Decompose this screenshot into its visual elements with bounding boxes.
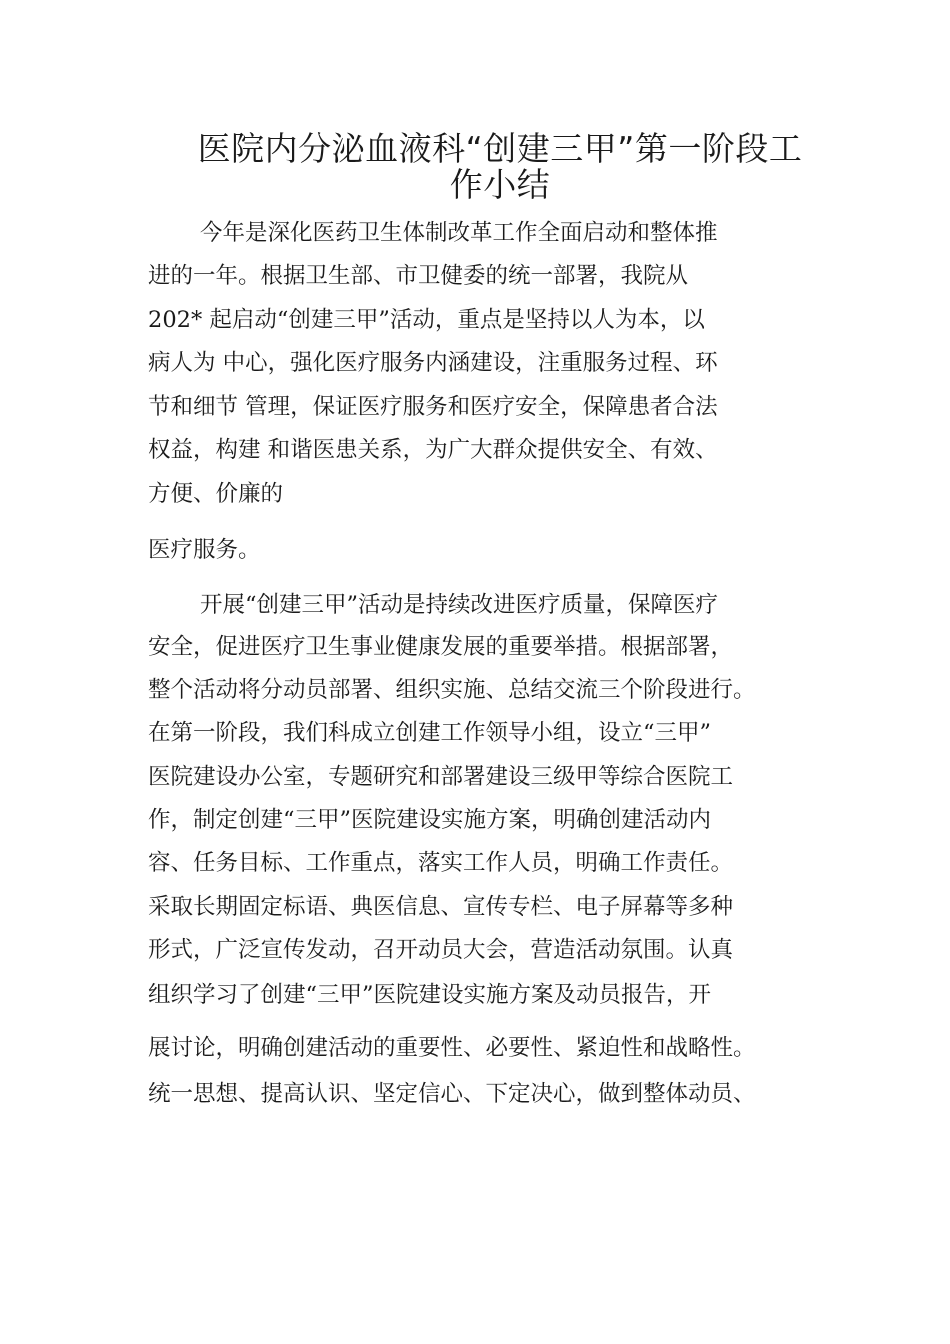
paragraph-3-line: 在第一阶段，我们科成立创建工作领导小组，设立“三甲” bbox=[148, 720, 712, 746]
paragraph-3-line: 组织学习了创建“三甲”医院建设实施方案及动员报告，开 bbox=[148, 982, 712, 1008]
paragraph-3-line: 医院建设办公室，专题研究和部署建设三级甲等综合医院工 bbox=[148, 764, 734, 790]
paragraph-3-line: 统一思想、提高认识、坚定信心、下定决心，做到整体动员、 bbox=[148, 1081, 756, 1107]
paragraph-3-line: 展讨论，明确创建活动的重要性、必要性、紧迫性和战略性。 bbox=[148, 1035, 756, 1061]
paragraph-3-line: 开展“创建三甲”活动是持续改进医疗质量，保障医疗 bbox=[200, 592, 719, 618]
document-title-line-1: 医院内分泌血液科“创建三甲”第一阶段工 bbox=[197, 129, 803, 168]
paragraph-1-line: 权益，构建 和谐医患关系，为广大群众提供安全、有效、 bbox=[148, 437, 718, 463]
paragraph-1-line: 202* 起启动“创建三甲”活动，重点是坚持以人为本，以 bbox=[148, 307, 705, 333]
paragraph-1-line: 节和细节 管理，保证医疗服务和医疗安全，保障患者合法 bbox=[148, 394, 718, 420]
paragraph-3-line: 整个活动将分动员部署、组织实施、总结交流三个阶段进行。 bbox=[148, 677, 756, 703]
paragraph-1-line: 进的一年。根据卫生部、市卫健委的统一部署，我院从 bbox=[148, 263, 689, 289]
paragraph-1-line: 今年是深化医药卫生体制改革工作全面启动和整体推 bbox=[200, 220, 718, 246]
paragraph-3-line: 安全，促进医疗卫生事业健康发展的重要举措。根据部署， bbox=[148, 634, 734, 660]
paragraph-1-line: 病人为 中心，强化医疗服务内涵建设，注重服务过程、环 bbox=[148, 350, 718, 376]
paragraph-3-line: 容、任务目标、工作重点，落实工作人员，明确工作责任。 bbox=[148, 850, 734, 876]
paragraph-3-line: 形式，广泛宣传发动，召开动员大会，营造活动氛围。认真 bbox=[148, 937, 734, 963]
paragraph-2-line: 医疗服务。 bbox=[148, 537, 261, 563]
paragraph-3-line: 作，制定创建“三甲”医院建设实施方案，明确创建活动内 bbox=[148, 807, 712, 833]
document-title-line-2: 作小结 bbox=[449, 165, 551, 204]
paragraph-3-line: 采取长期固定标语、典医信息、宣传专栏、电子屏幕等多种 bbox=[148, 894, 734, 920]
paragraph-1-line: 方便、价廉的 bbox=[148, 481, 284, 507]
